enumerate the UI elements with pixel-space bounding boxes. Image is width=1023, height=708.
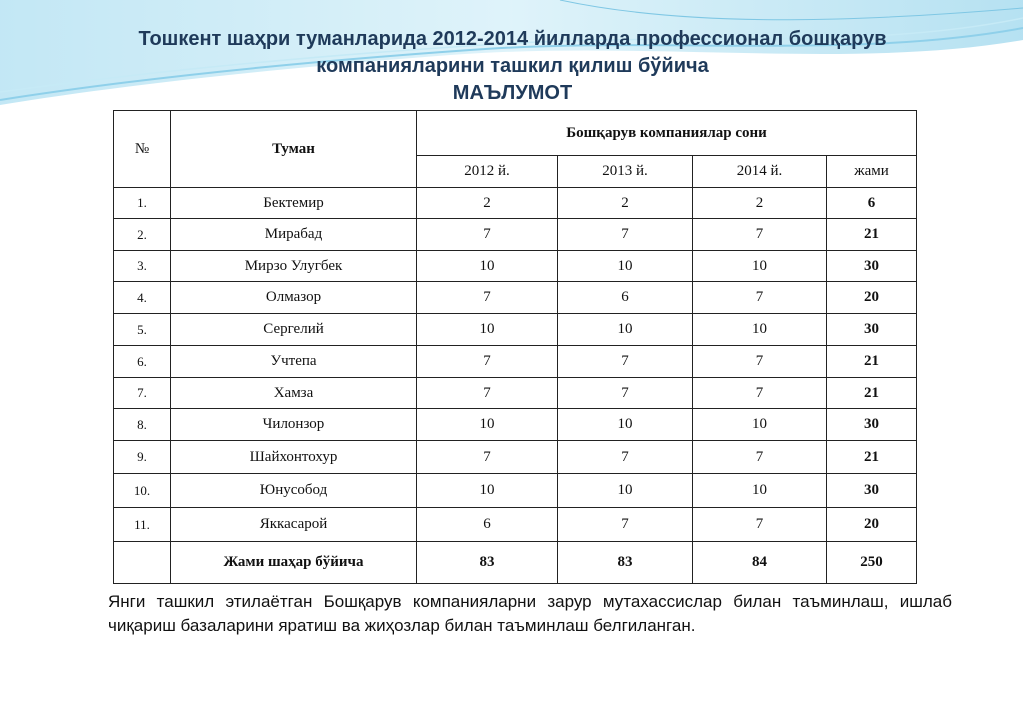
row-district: Шайхонтохур [171, 441, 417, 474]
row-number: 7. [114, 378, 171, 409]
row-number: 3. [114, 251, 171, 282]
row-total: 30 [827, 409, 917, 441]
row-total: 20 [827, 508, 917, 542]
row-2014: 10 [693, 409, 827, 441]
row-2013: 10 [558, 409, 693, 441]
row-district: Бектемир [171, 188, 417, 219]
header-number: № [114, 111, 171, 188]
row-2013: 7 [558, 219, 693, 251]
total-grand: 250 [827, 542, 917, 584]
row-total: 20 [827, 282, 917, 314]
row-district: Чилонзор [171, 409, 417, 441]
header-year-2013: 2013 й. [558, 156, 693, 188]
row-total: 21 [827, 219, 917, 251]
row-2013: 10 [558, 474, 693, 508]
slide-title [40, 26, 985, 107]
row-number: 5. [114, 314, 171, 346]
table-row [114, 346, 917, 378]
table-row [114, 409, 917, 441]
row-district: Яккасарой [171, 508, 417, 542]
row-number: 2. [114, 219, 171, 251]
row-2014: 7 [693, 219, 827, 251]
table-row [114, 378, 917, 409]
row-2012: 10 [417, 251, 558, 282]
row-total: 30 [827, 474, 917, 508]
row-district: Учтепа [171, 346, 417, 378]
total-row-label: Жами шаҳар бўйича [171, 542, 417, 584]
header-year-2014: 2014 й. [693, 156, 827, 188]
row-2013: 7 [558, 441, 693, 474]
table-row [114, 251, 917, 282]
row-2013: 7 [558, 346, 693, 378]
table-row [114, 474, 917, 508]
header-year-2012: 2012 й. [417, 156, 558, 188]
row-2012: 10 [417, 409, 558, 441]
total-2014: 84 [693, 542, 827, 584]
row-2014: 7 [693, 441, 827, 474]
title-line-2: компанияларини ташкил қилиш бўйича [316, 55, 709, 77]
row-2012: 10 [417, 474, 558, 508]
table-row [114, 314, 917, 346]
row-number: 9. [114, 441, 171, 474]
row-2014: 7 [693, 378, 827, 409]
table-row [114, 188, 917, 219]
row-total: 30 [827, 314, 917, 346]
table-row [114, 219, 917, 251]
row-2013: 2 [558, 188, 693, 219]
row-number: 11. [114, 508, 171, 542]
row-2013: 10 [558, 314, 693, 346]
row-district: Юнусобод [171, 474, 417, 508]
row-number: 6. [114, 346, 171, 378]
row-total: 30 [827, 251, 917, 282]
row-district: Олмазор [171, 282, 417, 314]
row-2013: 7 [558, 378, 693, 409]
row-2012: 7 [417, 441, 558, 474]
row-2013: 6 [558, 282, 693, 314]
companies-table-container [113, 110, 916, 584]
total-2012: 83 [417, 542, 558, 584]
row-district: Сергелий [171, 314, 417, 346]
header-district: Туман [171, 111, 417, 188]
row-2014: 10 [693, 251, 827, 282]
row-number: 10. [114, 474, 171, 508]
row-2012: 10 [417, 314, 558, 346]
total-row [114, 542, 917, 584]
row-2012: 2 [417, 188, 558, 219]
row-2014: 2 [693, 188, 827, 219]
row-total: 6 [827, 188, 917, 219]
row-total: 21 [827, 378, 917, 409]
row-2014: 10 [693, 474, 827, 508]
row-district: Хамза [171, 378, 417, 409]
row-number: 8. [114, 409, 171, 441]
row-2012: 7 [417, 346, 558, 378]
row-2013: 10 [558, 251, 693, 282]
row-district: Мирабад [171, 219, 417, 251]
row-district: Мирзо Улугбек [171, 251, 417, 282]
row-total: 21 [827, 346, 917, 378]
header-company-count: Бошқарув компаниялар сони [417, 111, 917, 156]
row-2012: 7 [417, 282, 558, 314]
row-number: 4. [114, 282, 171, 314]
header-total: жами [827, 156, 917, 188]
row-2012: 7 [417, 219, 558, 251]
title-line-3: МАЪЛУМОТ [452, 82, 573, 104]
table-row [114, 282, 917, 314]
companies-table [113, 110, 917, 584]
row-2014: 7 [693, 508, 827, 542]
total-row-number-cell [114, 542, 171, 584]
row-2013: 7 [558, 508, 693, 542]
row-number: 1. [114, 188, 171, 219]
row-2014: 7 [693, 346, 827, 378]
footnote-text: Янги ташкил этилаётган Бошқарув компанияларни зарур мутахассислар билан таъминлаш, ишлаб чиқариш базаларини яратиш ва жиҳозлар билан таъминлаш белгиланган. [108, 592, 952, 635]
table-row [114, 508, 917, 542]
total-2013: 83 [558, 542, 693, 584]
row-total: 21 [827, 441, 917, 474]
row-2014: 7 [693, 282, 827, 314]
table-row [114, 441, 917, 474]
row-2014: 10 [693, 314, 827, 346]
row-2012: 7 [417, 378, 558, 409]
row-2012: 6 [417, 508, 558, 542]
title-line-1: Тошкент шаҳри туманларида 2012-2014 йилларда профессионал бошқарув [138, 28, 887, 50]
